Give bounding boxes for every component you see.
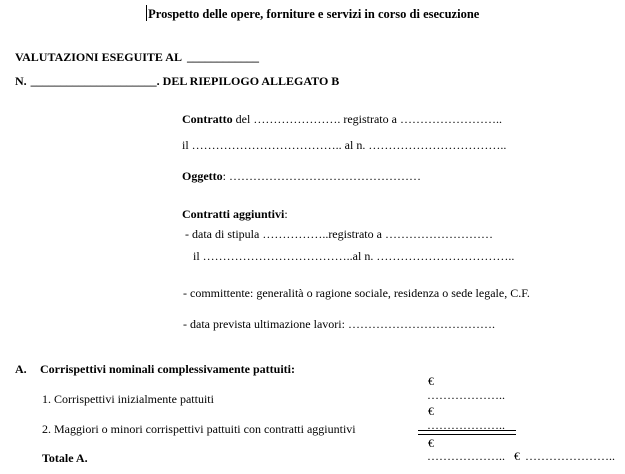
oggetto-label: Oggetto — [182, 169, 223, 183]
oggetto-line — [182, 169, 421, 184]
row1-amount-blank[interactable]: ……………….. — [427, 388, 505, 402]
riepilogo-line — [15, 74, 339, 89]
contratto-line1-fill[interactable]: del …………………. registrato a …………………….. — [232, 112, 502, 126]
riepilogo-suffix: . DEL RIEPILOGO ALLEGATO B — [156, 74, 340, 88]
total-amount-blank[interactable]: ……………….. — [427, 449, 505, 463]
stipula-line1[interactable]: - data di stipula ……………..registrato a ……………………… — [185, 227, 493, 241]
valutazioni-line — [15, 50, 259, 65]
text-cursor-caret — [146, 5, 148, 21]
contratto-line1 — [182, 112, 502, 127]
oggetto-fill[interactable]: : ………………………………………… — [222, 169, 421, 183]
total-euro-symbol: € — [514, 449, 520, 463]
valutazioni-label: VALUTAZIONI ESEGUITE AL — [15, 50, 182, 64]
valutazioni-date-blank[interactable]: ____________ — [186, 50, 259, 64]
contratti-aggiuntivi-colon: : — [284, 207, 288, 221]
riepilogo-prefix: N. — [15, 74, 27, 88]
contratto-label: Contratto — [182, 112, 233, 126]
total-label: Totale A. — [42, 451, 88, 465]
contratti-aggiuntivi-line — [182, 207, 288, 222]
row1-label: 1. Corrispettivi inizialmente pattuiti — [42, 392, 214, 406]
row1-currency-symbol: € — [428, 374, 434, 388]
row2-amount-blank[interactable]: ……………….. — [427, 418, 505, 432]
total-row-amounts — [427, 449, 615, 464]
contratti-aggiuntivi-label: Contratti aggiuntivi — [182, 207, 285, 221]
section-a-heading-text: Corrispettivi nominali complessivamente pattuiti: — [40, 362, 295, 376]
committente-line: - committente: generalità o ragione sociale, residenza o sede legale, C.F. — [183, 286, 530, 300]
ultimazione-line[interactable]: - data prevista ultimazione lavori: ………………………………. — [183, 317, 495, 331]
section-a-letter: A. — [15, 362, 27, 376]
stipula-line2[interactable]: il ………………………………..al n. …………………………….. — [193, 249, 515, 263]
total-double-rule — [418, 430, 516, 435]
document-title: Prospetto delle opere, forniture e servizi in corso di esecuzione — [148, 7, 480, 21]
section-a-heading — [15, 362, 295, 377]
row2-currency-symbol: € — [428, 404, 434, 418]
total-currency-symbol: € — [428, 436, 434, 450]
title-line — [0, 5, 625, 23]
riepilogo-number-blank[interactable]: _____________________ — [30, 74, 157, 88]
total-second-amount-blank[interactable]: ………………….. — [525, 449, 615, 463]
row2-label: 2. Maggiori o minori corrispettivi pattuiti con contratti aggiuntivi — [42, 422, 356, 436]
contratto-line2[interactable]: il ……………………………….. al n. …………………………….. — [182, 138, 507, 152]
